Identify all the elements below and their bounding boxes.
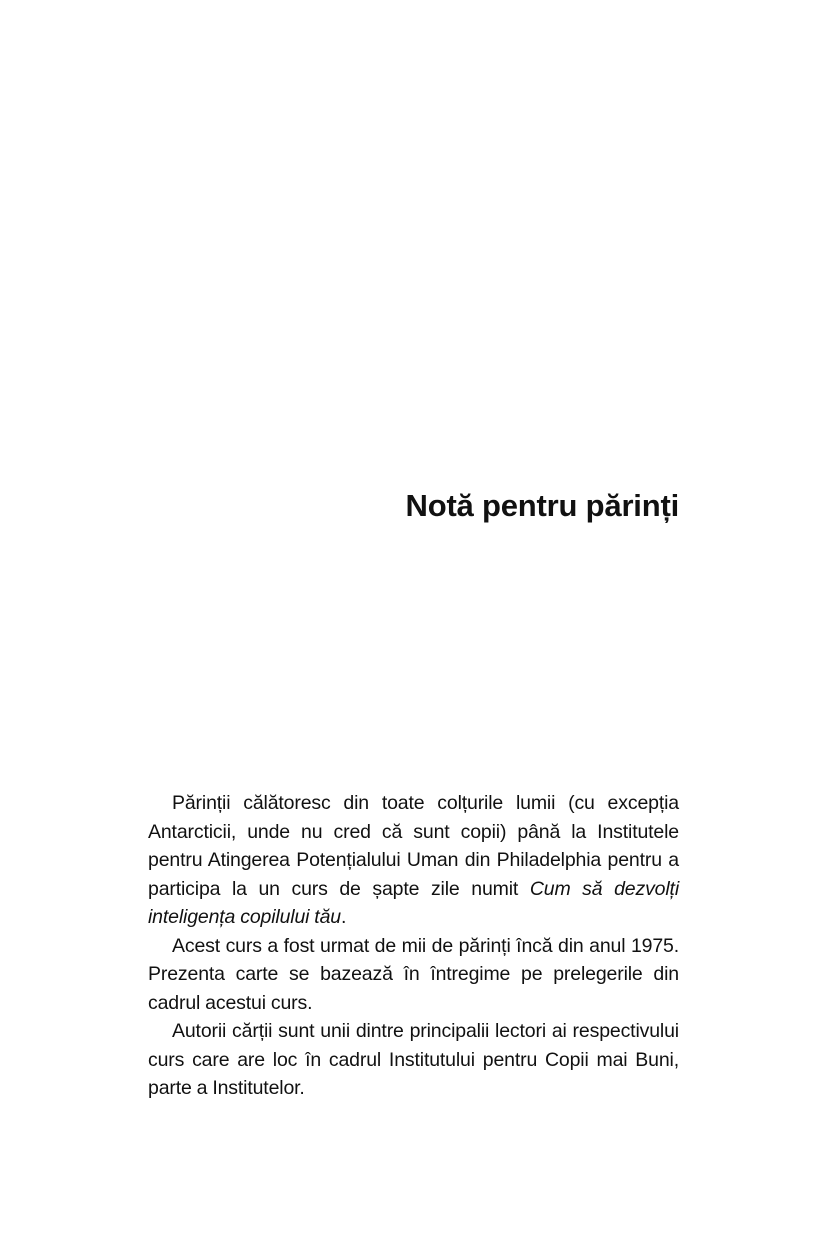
paragraph-1-end: . <box>340 906 347 928</box>
course-title-italic: Cum să dezvolți inteligența copilului tău <box>148 877 679 928</box>
body-text <box>148 789 679 1103</box>
paragraph-1 <box>148 789 679 932</box>
page-title: Notă pentru părinți <box>405 488 679 523</box>
paragraph-1-text: Părinții călătoresc din toate colțurile lumii (cu excepția Antarcticii, unde nu cred că sunt copii) până la Institutele pentru Atingerea Potențialului Uman din Philadelphia pentru a participa la un curs de șapte zile numit <box>148 792 679 900</box>
paragraph-2: Acest curs a fost urmat de mii de părinți încă din anul 1975. Prezenta carte se bazează în întregime pe prelegerile din cadrul acestui curs. <box>148 934 679 1014</box>
paragraph-3: Autorii cărții sunt unii dintre principalii lectori ai respectivului curs care are loc în cadrul Institutului pentru Copii mai Buni, parte a Institutelor. <box>148 1020 679 1099</box>
